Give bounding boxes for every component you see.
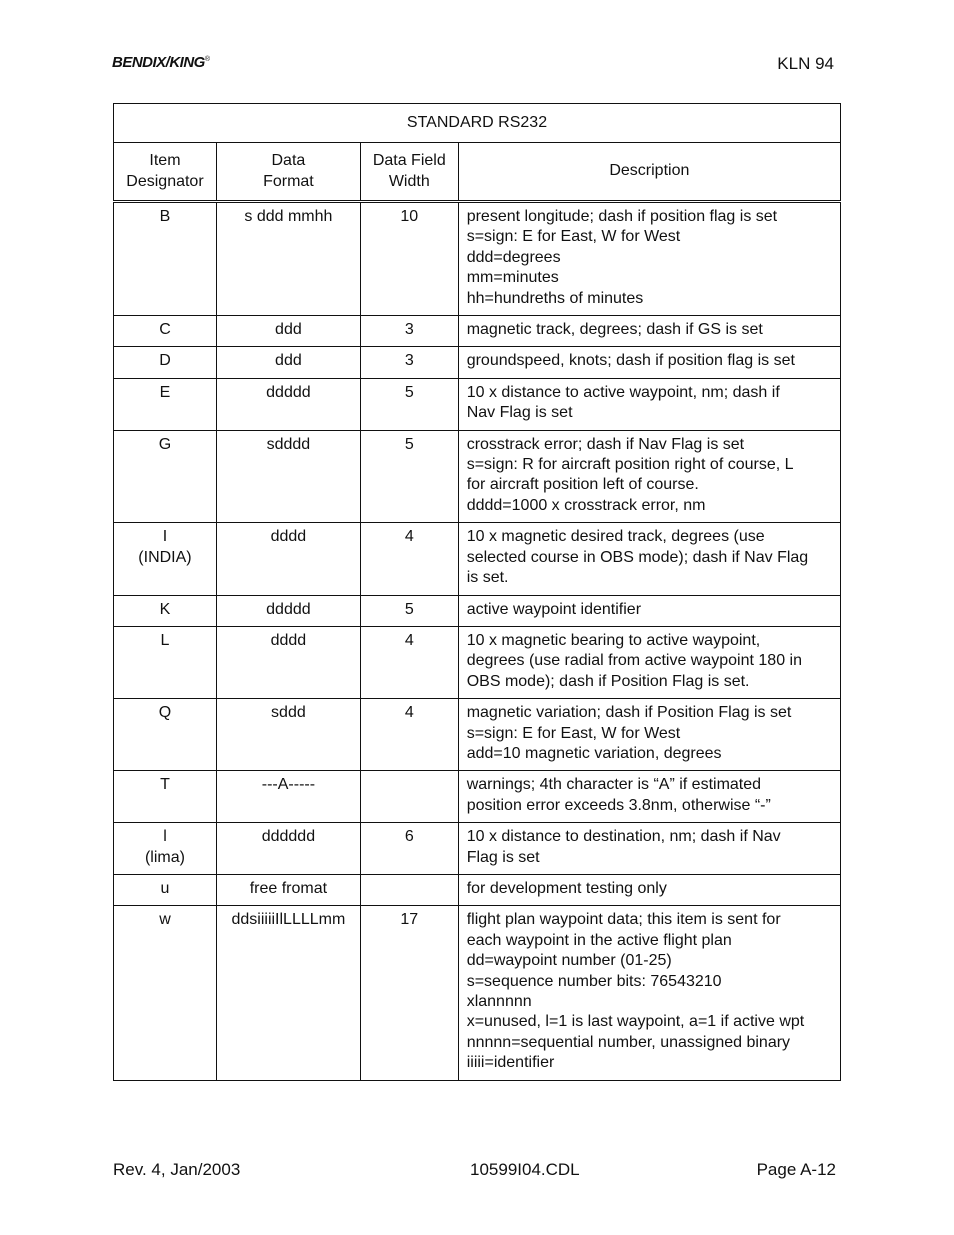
item-designator-cell [114,906,217,1080]
item-designator: B [159,208,171,225]
description-line: degrees (use radial from active waypoint 180 in [466,652,802,670]
description-line: active waypoint identifier [466,600,642,618]
description-line: hh=hundreths of minutes [466,289,644,307]
item-designator-cell [114,202,217,316]
data-format-cell: ddddd [216,595,360,626]
description-line: 10 x distance to destination, nm; dash if Nav [466,828,781,846]
table-row [114,316,841,347]
item-designator: u [160,879,170,897]
table-body [114,202,841,1081]
data-format-cell: dddddd [216,823,360,875]
table-row [114,430,841,523]
table-row [114,823,841,875]
registered-mark: ® [204,56,210,63]
column-header-item [114,143,217,202]
data-format-cell: sdddd [216,430,360,523]
description-cell [458,626,840,698]
footer-page-number: Page A-12 [756,1160,836,1179]
description-line: magnetic variation; dash if Position Flag is set [466,704,792,722]
description-line: crosstrack error; dash if Nav Flag is set [466,435,745,453]
item-designator: l [163,828,167,846]
item-designator-cell [114,378,217,430]
data-field-width-cell: 3 [360,316,458,347]
column-header-description [458,143,840,202]
data-format-cell: ddd [216,316,360,347]
description-line: nnnnn=sequential number, unassigned binary [466,1033,791,1051]
item-designator: I [162,528,168,546]
item-designator: G [158,435,172,453]
item-designator-cell [114,823,217,875]
description-line: s=sign: R for aircraft position right of course, L [466,456,794,474]
item-designator: D [159,352,171,370]
data-field-width-cell [360,771,458,823]
table-row [114,771,841,823]
footer-revision: Rev. 4, Jan/2003 [113,1160,241,1179]
column-header-width [360,143,458,202]
item-designator-cell [114,771,217,823]
item-designator: E [159,383,171,401]
data-field-width-cell: 4 [360,523,458,595]
description-cell [458,347,840,378]
description-line: Flag is set [466,848,540,866]
table-row [114,699,841,771]
description-line: s=sequence number bits: 76543210 [466,972,722,990]
brand-logo [112,54,210,71]
footer-document: 10599I04.CDL [470,1160,580,1179]
description-line: for development testing only [466,879,667,897]
description-cell [458,771,840,823]
item-designator-cell [114,595,217,626]
description-cell [458,202,840,316]
description-line: for aircraft position left of course. [466,476,699,494]
description-line: groundspeed, knots; dash if position flag is set [466,352,795,370]
description-line: dddd=1000 x crosstrack error, nm [466,496,706,514]
item-designator: (lima) [144,848,185,866]
item-designator-cell [114,523,217,595]
description-line: warnings; 4th character is “A” if estimated [466,776,762,794]
data-format-cell: dddd [216,626,360,698]
description-line: 10 x magnetic bearing to active waypoint, [466,631,761,649]
rs232-table [113,103,841,1081]
item-designator: (INDIA) [138,548,192,566]
description-line: flight plan waypoint data; this item is sent for [466,911,781,929]
description-line: xlannnnn [466,993,532,1010]
table-row [114,595,841,626]
item-designator: K [159,600,171,618]
item-designator: Q [158,704,172,722]
description-line: 10 x magnetic desired track, degrees (use [466,528,765,546]
data-format-cell: s ddd mmhh [216,202,360,316]
item-designator-cell [114,430,217,523]
description-line: ddd=degrees [466,248,561,266]
item-designator-cell [114,316,217,347]
data-field-width-cell: 5 [360,430,458,523]
description-line: mm=minutes [466,269,559,287]
description-cell [458,823,840,875]
table-header-row [114,143,841,202]
description-line: add=10 magnetic variation, degrees [466,744,722,762]
column-header-label: Item Designator [126,152,204,190]
column-header-label: Data Format [263,152,314,190]
data-field-width-cell: 6 [360,823,458,875]
column-header-label: Description [609,162,690,180]
data-format-cell: dddd [216,523,360,595]
description-cell [458,316,840,347]
table-title: STANDARD RS232 [114,104,841,143]
description-line: position error exceeds 3.8nm, otherwise “-” [466,796,771,814]
description-cell [458,595,840,626]
description-line: 10 x distance to active waypoint, nm; dash if [466,383,780,401]
data-format-cell: ddsiiiiiIlLLLLmm [216,906,360,1080]
item-designator-cell [114,347,217,378]
description-cell [458,874,840,905]
description-line: iiiii=identifier [466,1054,555,1072]
data-format-cell: ddddd [216,378,360,430]
description-line: each waypoint in the active flight plan [466,931,732,949]
data-format-cell: sddd [216,699,360,771]
brand-name: BENDIX/KING [112,54,205,71]
description-line: selected course in OBS mode); dash if Nav Flag [466,548,809,566]
data-field-width-cell: 4 [360,626,458,698]
item-designator-cell [114,874,217,905]
description-line: OBS mode); dash if Position Flag is set. [466,672,750,690]
description-line: dd=waypoint number (01-25) [466,952,672,970]
data-field-width-cell: 5 [360,595,458,626]
data-format-cell: ddd [216,347,360,378]
data-field-width-cell: 10 [360,202,458,316]
model-name: KLN 94 [777,54,834,73]
item-designator: L [160,631,170,649]
description-cell [458,523,840,595]
column-header-label: Data Field Width [372,152,446,190]
description-line: is set. [466,569,509,587]
data-field-width-cell: 3 [360,347,458,378]
data-field-width-cell: 4 [360,699,458,771]
data-field-width-cell: 5 [360,378,458,430]
table-row [114,626,841,698]
description-cell [458,906,840,1080]
item-designator: w [159,911,171,929]
description-line: s=sign: E for East, W for West [466,724,681,742]
item-designator-cell [114,699,217,771]
table-row [114,874,841,905]
item-designator-cell [114,626,217,698]
description-cell [458,430,840,523]
table-row [114,906,841,1080]
item-designator: C [159,321,171,339]
description-cell [458,699,840,771]
description-cell [458,378,840,430]
table-row [114,347,841,378]
data-format-cell: ---A----- [216,771,360,823]
data-field-width-cell [360,874,458,905]
description-line: Nav Flag is set [466,404,573,422]
description-line: x=unused, l=1 is last waypoint, a=1 if active wpt [466,1013,805,1031]
table-row [114,523,841,595]
table-row [114,378,841,430]
column-header-format [216,143,360,202]
data-field-width-cell: 17 [360,906,458,1080]
description-line: s=sign: E for East, W for West [466,228,681,246]
item-designator: T [160,776,170,794]
description-line: present longitude; dash if position flag is set [466,208,778,225]
table-row [114,202,841,316]
data-format-cell: free fromat [216,874,360,905]
description-line: magnetic track, degrees; dash if GS is set [466,321,763,339]
